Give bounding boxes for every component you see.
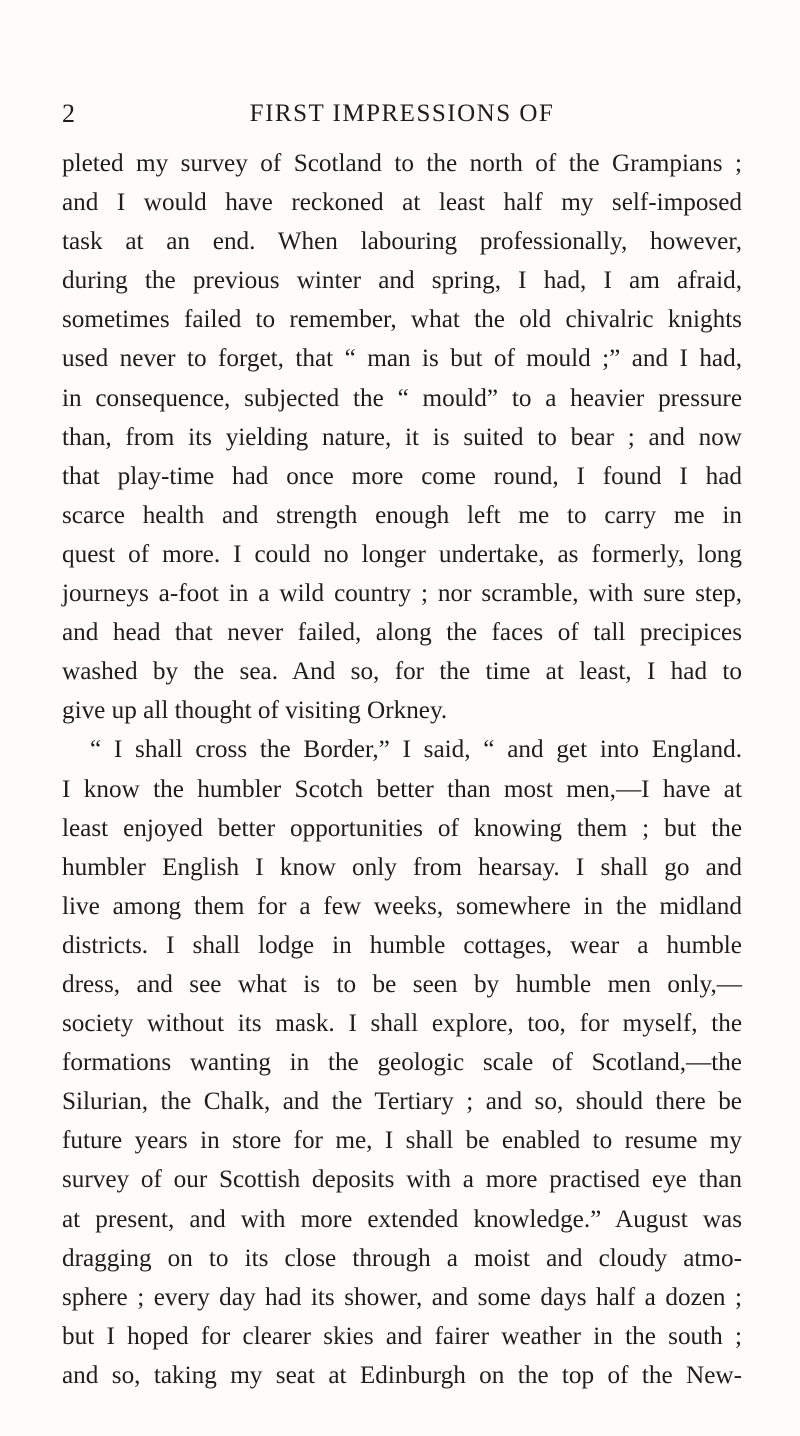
text-line: future years in store for me, I shall be enabled to resume my bbox=[62, 1127, 742, 1155]
text-line: and head that never failed, along the faces of tall precipices bbox=[62, 619, 742, 647]
text-line: journeys a-foot in a wild country ; nor scramble, with sure step, bbox=[62, 580, 742, 608]
text-line: “ I shall cross the Border,” I said, “ and get into England. bbox=[90, 736, 742, 764]
text-line: sometimes failed to remember, what the old chivalric knights bbox=[62, 306, 742, 334]
text-line: at present, and with more extended knowledge.” August was bbox=[62, 1205, 742, 1233]
body-text bbox=[62, 144, 742, 1395]
running-head bbox=[62, 98, 742, 130]
text-line: live among them for a few weeks, somewhere in the midland bbox=[62, 892, 742, 920]
text-line: and I would have reckoned at least half my self-imposed bbox=[62, 189, 742, 217]
page-number: 2 bbox=[62, 99, 75, 128]
text-line: scarce health and strength enough left me to carry me in bbox=[62, 501, 742, 529]
running-title: FIRST IMPRESSIONS OF bbox=[249, 100, 555, 127]
text-line: quest of more. I could no longer undertake, as formerly, long bbox=[62, 540, 742, 568]
text-line: Silurian, the Chalk, and the Tertiary ; and so, should there be bbox=[62, 1088, 742, 1116]
text-line: sphere ; every day had its shower, and some days half a dozen ; bbox=[62, 1283, 742, 1311]
text-line: least enjoyed better opportunities of knowing them ; but the bbox=[62, 814, 742, 842]
text-line: used never to forget, that “ man is but of mould ;” and I had, bbox=[62, 345, 742, 373]
text-line: task at an end. When labouring professionally, however, bbox=[62, 228, 742, 256]
text-line: that play-time had once more come round, I found I had bbox=[62, 462, 742, 490]
text-line: districts. I shall lodge in humble cottages, wear a humble bbox=[62, 931, 742, 959]
text-line: and so, taking my seat at Edinburgh on the top of the New- bbox=[62, 1361, 742, 1389]
text-line: dress, and see what is to be seen by humble men only,— bbox=[62, 970, 742, 998]
text-line: formations wanting in the geologic scale of Scotland,—the bbox=[62, 1049, 742, 1077]
text-line: during the previous winter and spring, I had, I am afraid, bbox=[62, 267, 742, 295]
text-line: but I hoped for clearer skies and fairer weather in the south ; bbox=[62, 1322, 742, 1350]
text-line: washed by the sea. And so, for the time at least, I had to bbox=[62, 658, 742, 686]
text-line: pleted my survey of Scotland to the north of the Grampians ; bbox=[62, 150, 742, 177]
text-line: humbler English I know only from hearsay. I shall go and bbox=[62, 853, 742, 881]
text-line: survey of our Scottish deposits with a more practised eye than bbox=[62, 1166, 742, 1194]
text-line: dragging on to its close through a moist and cloudy atmo- bbox=[62, 1244, 742, 1272]
text-line: give up all thought of visiting Orkney. bbox=[62, 697, 448, 725]
text-line: society without its mask. I shall explore, too, for myself, the bbox=[62, 1010, 742, 1038]
text-line: in consequence, subjected the “ mould” to a heavier pressure bbox=[62, 384, 742, 412]
text-line: than, from its yielding nature, it is suited to bear ; and now bbox=[62, 423, 742, 451]
text-line: I know the humbler Scotch better than most men,—I have at bbox=[62, 775, 742, 803]
